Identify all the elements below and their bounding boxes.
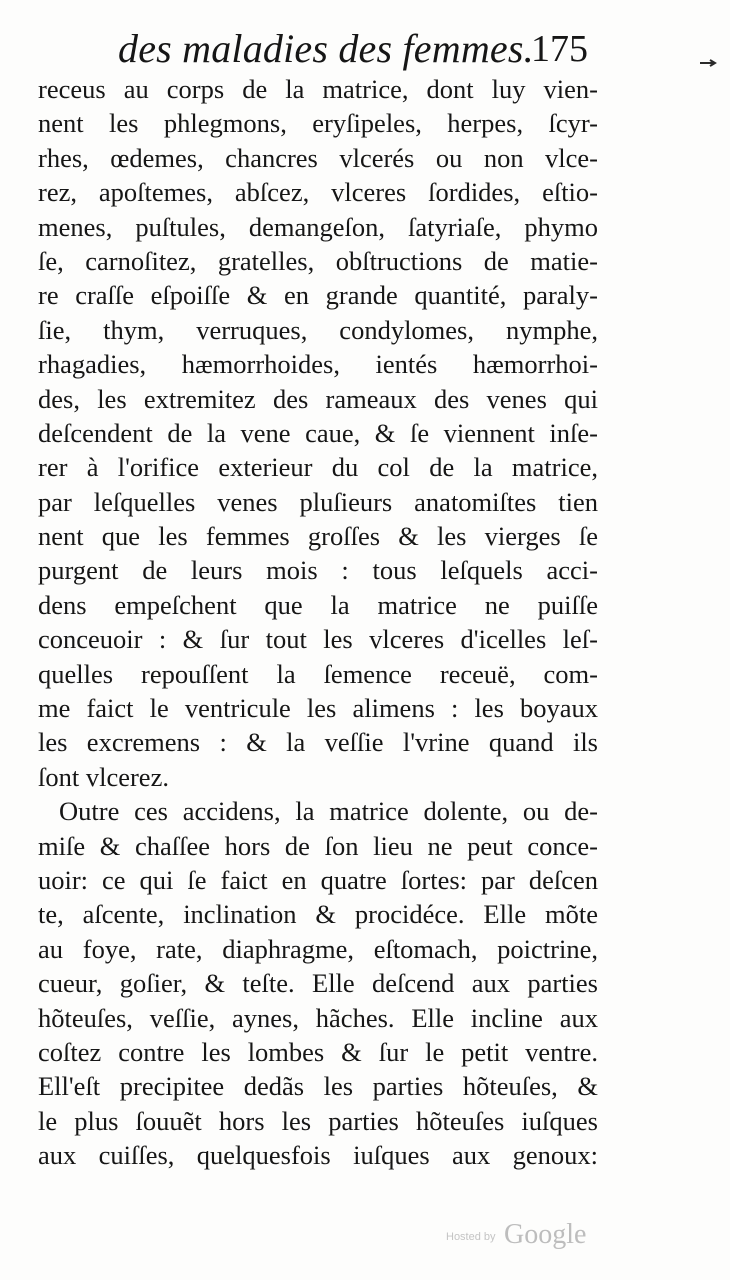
text-line: quelles repouſſent la ſemence receuë, com- [38,658,598,689]
text-line: aux cuiſſes, quelquesfois iuſques aux genoux: [38,1140,598,1171]
text-line: conceuoir : & ſur tout les vlceres d'icelles leſ- [38,624,598,655]
text-line: ſie, thym, verruques, condylomes, nymphe, [38,314,598,345]
text-line: rez, apoſtemes, abſcez, vlceres ſordides, eſtio- [38,177,598,208]
text-line: receus au corps de la matrice, dont luy vien- [38,74,598,104]
running-head-title: des maladies des femmes. [118,26,534,71]
text-line: le plus ſouuẽt hors les parties hõteuſes iuſques [38,1105,598,1136]
text-line: au foye, rate, diaphragme, eſtomach, poictrine, [38,933,598,964]
text-line: me faict le ventricule les alimens : les boyaux [38,693,598,724]
text-line: purgent de leurs mois : tous leſquels acci- [38,555,598,586]
text-line: menes, puſtules, demangeſon, ſatyriaſe, phymo [38,211,598,242]
text-line: Outre ces accidens, la matrice dolente, ou de- [59,796,598,827]
text-line: nent les phlegmons, eryſipeles, herpes, ſcyr- [38,108,598,139]
text-line: nent que les femmes groſſes & les vierges ſe [38,521,598,552]
text-line: coſtez contre les lombes & ſur le petit ventre. [38,1036,598,1067]
text-line: des, les extremitez des rameaux des venes qui [38,383,598,414]
text-line: deſcendent de la vene caue, & ſe viennent inſe- [38,417,598,448]
text-line: rhes, œdemes, chancres vlcerés ou non vlce- [38,142,598,173]
google-watermark [446,1218,606,1254]
text-line: dens empeſchent que la matrice ne puiſſe [38,589,598,620]
hosted-by-label: Hosted by [446,1231,496,1243]
text-line: rer à l'orifice exterieur du col de la matrice, [38,452,598,483]
text-line: rhagadies, hæmorrhoides, ientés hæmorrhoi- [38,349,598,380]
text-line: miſe & chaſſee hors de ſon lieu ne peut conce- [38,830,598,861]
paragraph-2 [38,794,598,1172]
text-line: Ell'eſt precipitee dedãs les parties hõteuſes, & [38,1071,598,1102]
text-line: hõteuſes, veſſie, aynes, hãches. Elle incline aux [38,1002,598,1033]
text-line: ſont vlcerez. [38,761,169,792]
body-text [38,72,598,1173]
google-logo: Google [504,1219,587,1250]
text-line: uoir: ce qui ſe faict en quatre ſortes: par deſcen [38,864,598,895]
text-line: par leſquelles venes pluſieurs anatomiſtes tien [38,486,598,517]
text-line: les excremens : & la veſſie l'vrine quand ils [38,727,598,758]
text-line: ſe, carnoſitez, gratelles, obſtructions de matie- [38,245,598,276]
text-line: te, aſcente, inclination & procidéce. Elle mõte [38,899,598,930]
running-head [118,24,588,74]
text-line: cueur, goſier, & teſte. Elle deſcend aux parties [38,968,598,999]
paragraph-1 [38,72,598,794]
margin-mark [698,56,718,70]
text-line: re craſſe eſpoiſſe & en grande quantité, paraly- [38,280,598,311]
page-number: 175 [531,28,588,70]
